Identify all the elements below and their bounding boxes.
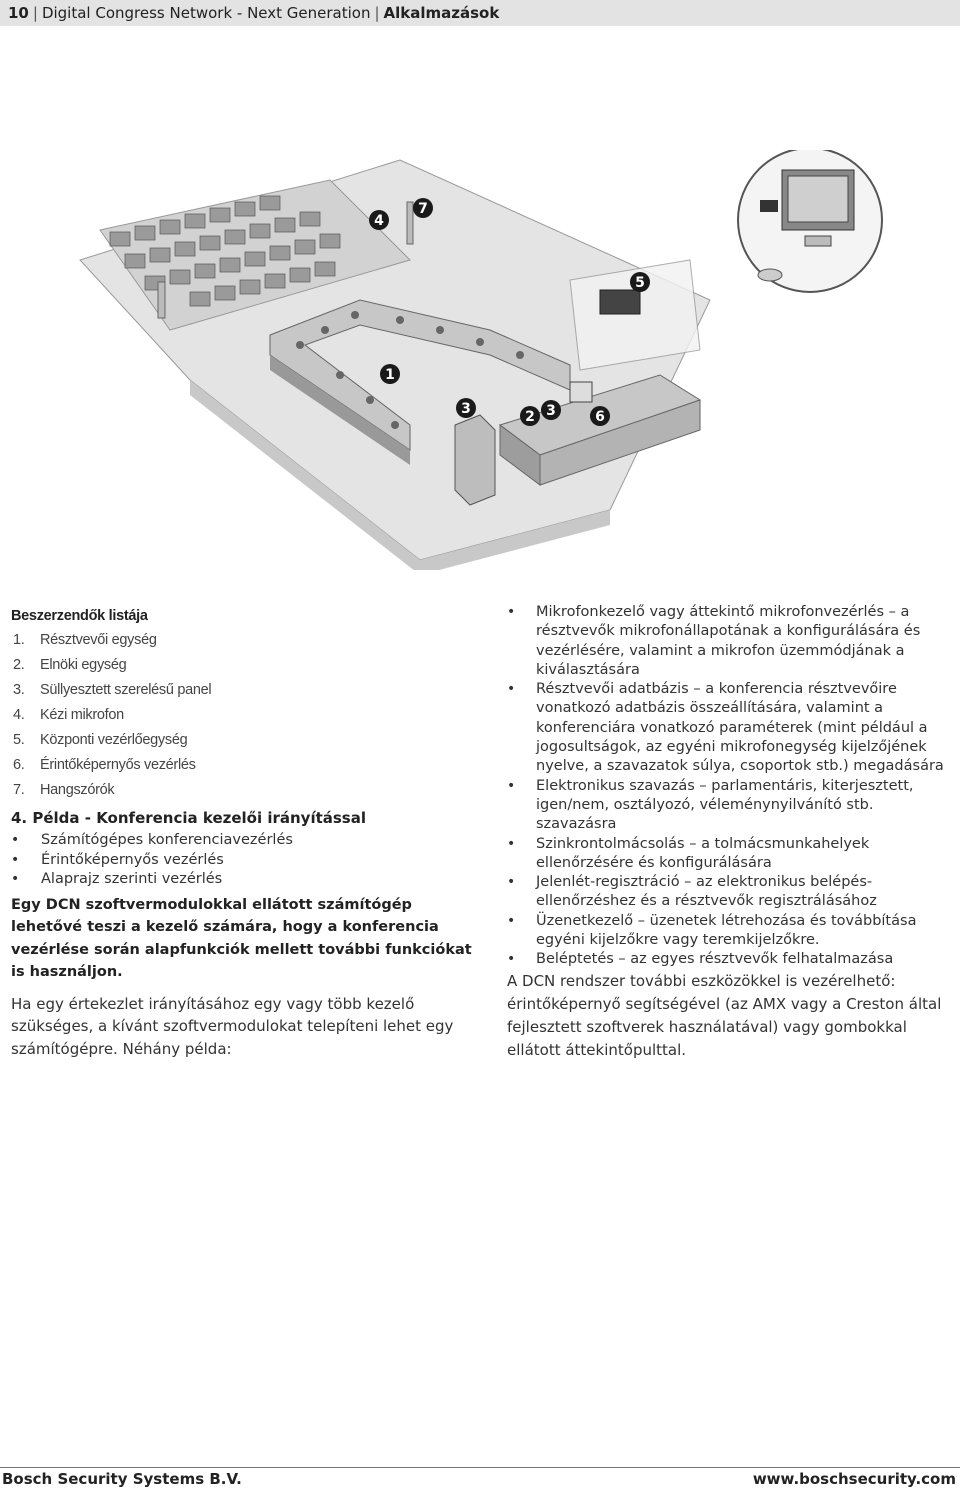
website: www.boschsecurity.com	[752, 1470, 956, 1488]
badge-label: 1	[385, 367, 395, 383]
section-title: Alkalmazások	[383, 4, 500, 22]
badge-label: 3	[461, 401, 471, 417]
list-item: 5. Központi vezérlőegység	[13, 732, 188, 748]
right-column	[507, 603, 957, 1062]
list-item: • Beléptetés – az egyes résztvevők felhatalmazása	[507, 950, 957, 969]
list-item: • Számítógépes konferenciavezérlés	[11, 831, 481, 851]
conference-room-illustration	[70, 150, 890, 570]
closing-paragraph: A DCN rendszer további eszközökkel is vezérelhető: érintőképernyő segítségével (az AMX vagy a Creston által fejlesztett szoftverek használatával) vagy gombokkal ellátott áttekintőpulttal.	[507, 971, 942, 1059]
intro-paragraph: Ha egy értekezlet irányításához egy vagy több kezelő szükséges, a kívánt szoftvermodulokat telepíteni lehet egy számítógépre. Néhány példa:	[11, 994, 454, 1058]
list-item: 7. Hangszórók	[13, 782, 115, 798]
list-item: • Üzenetkezelő – üzenetek létrehozása és továbbítása egyéni kijelzőkre vagy teremkijelzőkre.	[507, 912, 957, 951]
parts-list	[11, 628, 481, 803]
list-item: • Szinkrontolmácsolás – a tolmácsmunkahelyek ellenőrzésére és konfigurálására	[507, 835, 957, 874]
list-item: 6. Érintőképernyős vezérlés	[13, 757, 196, 773]
list-item: • Érintőképernyős vezérlés	[11, 851, 481, 871]
badge-label: 2	[525, 409, 535, 425]
badge-label: 7	[418, 201, 428, 217]
list-item: 2. Elnöki egység	[13, 657, 127, 673]
list-item: • Elektronikus szavazás – parlamentáris, kiterjesztett, igen/nem, osztályozó, véleménynyilvánító stb. szavazásra	[507, 777, 957, 835]
list-item: • Alaprajz szerinti vezérlés	[11, 870, 481, 890]
list-item: 4. Kézi mikrofon	[13, 707, 124, 723]
doc-title: Digital Congress Network - Next Generation	[41, 4, 371, 22]
left-column	[11, 608, 481, 1060]
header-separator: |	[32, 4, 38, 22]
company-name: Bosch Security Systems B.V.	[2, 1470, 242, 1488]
list-item: • Résztvevői adatbázis – a konferencia résztvevőire vonatkozó adatbázis összeállítására, valamint a konferenciára vonatkozó paraméterek (mint például a jogosultságok, az egyéni mikrofonegység kijelzőjének nyelve, a szavazatok súlya, csoportok stb.) megadására	[507, 680, 957, 776]
bold-paragraph: Egy DCN szoftvermodulokkal ellátott számítógép lehetővé teszi a kezelő számára, hogy a konferencia vezérlése során alapfunkciók mellett további funkciókat is használjon.	[11, 896, 472, 980]
badge-label: 6	[595, 409, 605, 425]
page-header	[0, 0, 960, 26]
parts-list-title: Beszerzendők listája	[11, 608, 148, 624]
list-item: • Jelenlét-regisztráció – az elektronikus belépés-ellenőrzéshez és a résztvevők regisztrálásához	[507, 873, 957, 912]
room-drawing	[70, 150, 890, 570]
page-number: 10	[8, 4, 29, 22]
list-item: 1. Résztvevői egység	[13, 632, 157, 648]
badge-label: 5	[635, 275, 645, 291]
badge-label: 3	[546, 403, 556, 419]
example-bullets	[11, 831, 481, 890]
list-item: • Mikrofonkezelő vagy áttekintő mikrofonvezérlés – a résztvevők mikrofonállapotának a konfigurálására és vezérlésére, valamint a mikrofon üzemmódjának a kiválasztására	[507, 603, 957, 680]
list-item: 3. Süllyesztett szerelésű panel	[13, 682, 212, 698]
badge-label: 4	[374, 213, 384, 229]
example-heading: 4. Példa - Konferencia kezelői irányítással	[11, 809, 366, 827]
software-module-bullets	[507, 603, 957, 970]
page-footer	[0, 1467, 960, 1488]
header-separator: |	[374, 4, 380, 22]
